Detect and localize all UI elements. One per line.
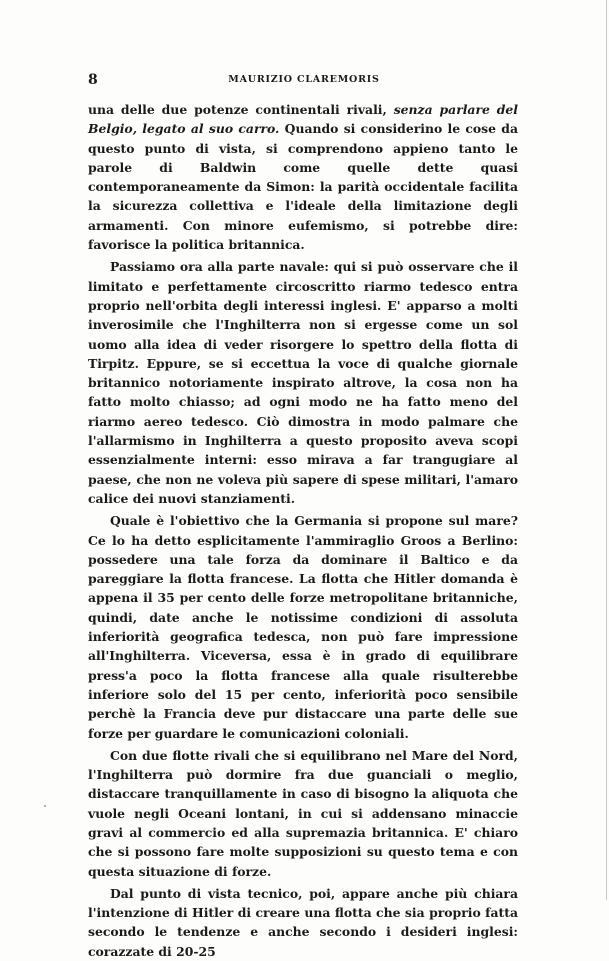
paragraph-4: Con due flotte rivali che si equilibrano nel Mare del Nord, l'Inghilterra può dormire fra due guanciali o meglio, distaccare tranquillamente in caso di bisogno la aliquota che vuole negli Oceani lontani, in cui si addensano minaccie gravi al commercio ed alla supremazia britannica. E' chiaro che si possono fare molte supposizioni su questo tema e con questa situazione di forze.: [88, 747, 518, 879]
paragraph-3: Quale è l'obiettivo che la Germania si propone sul mare? Ce lo ha detto esplicitamente l'ammiraglio Groos a Berlino: possedere una tale forza da dominare il Baltico e da pareggiare la flotta francese. La flotta che Hitler domanda è appena il 35 per cento delle forze metropolitane britanniche, quindi, date anche le notissime condizioni di assoluta inferiorità geografica tedesca, non può fare impressione all'Inghilterra. Viceversa, essa è in grado di equilibrare press'a poco la flotta francese alla quale risulterebbe inferiore solo del 15 per cento, inferiorità poco sensibile perchè la Francia deve pur distaccare una parte delle sue forze per guardare le comunicazioni coloniali.: [88, 513, 518, 741]
body-text: [88, 100, 518, 961]
paragraph-1: [88, 100, 518, 254]
page-header: [88, 72, 520, 92]
paragraph-5: Dal punto di vista tecnico, poi, appare anche più chiara l'intenzione di Hitler di creare una flotta che sia proprio fatta secondo le tendenze e anche secondo i desideri inglesi: corazzate di 20-25: [88, 885, 518, 959]
paragraph-1-italic: senza parlare del Belgio, legato al suo carro.: [88, 102, 518, 137]
scan-speck: [44, 805, 46, 807]
running-head: MAURIZIO CLAREMORIS: [228, 74, 380, 85]
paragraph-2: Passiamo ora alla parte navale: qui si può osservare che il limitato e perfettamente circoscritto riarmo tedesco entra proprio nell'orbita degli interessi inglesi. E' apparso a molti inverosimile che l'Inghilterra non si ergesse come un sol uomo alla idea di veder risorgere lo spettro della flotta di Tirpitz. Eppure, se si eccettua la voce di qualche giornale britannico notoriamente inspirato altrove, la cosa non ha fatto molto chiasso; ad ogni modo ne ha fatto meno del riarmo aereo tedesco. Ciò dimostra in modo palmare che l'allarmismo in Inghilterra a questo proposito aveva scopi essenzialmente interni: esso mirava a far trangugiare al paese, che non ne voleva più sapere di spese militari, l'amaro calice dei nuovi stanziamenti.: [88, 259, 518, 506]
page-number: 8: [88, 72, 98, 88]
page-edge: [606, 0, 607, 900]
paragraph-1-start: una delle due potenze continentali rivali,: [88, 102, 394, 117]
paragraph-1-end: Quando si considerino le cose da questo punto di vista, si comprendono appieno tanto le parole di Baldwin come quelle dette quasi contemporaneamente da Simon: la parità occidentale facilita la sicurezza collettiva e l'ideale della limitazione degli armamenti. Con minore eufemismo, si potrebbe dire: favorisce la politica britannica.: [88, 121, 518, 253]
